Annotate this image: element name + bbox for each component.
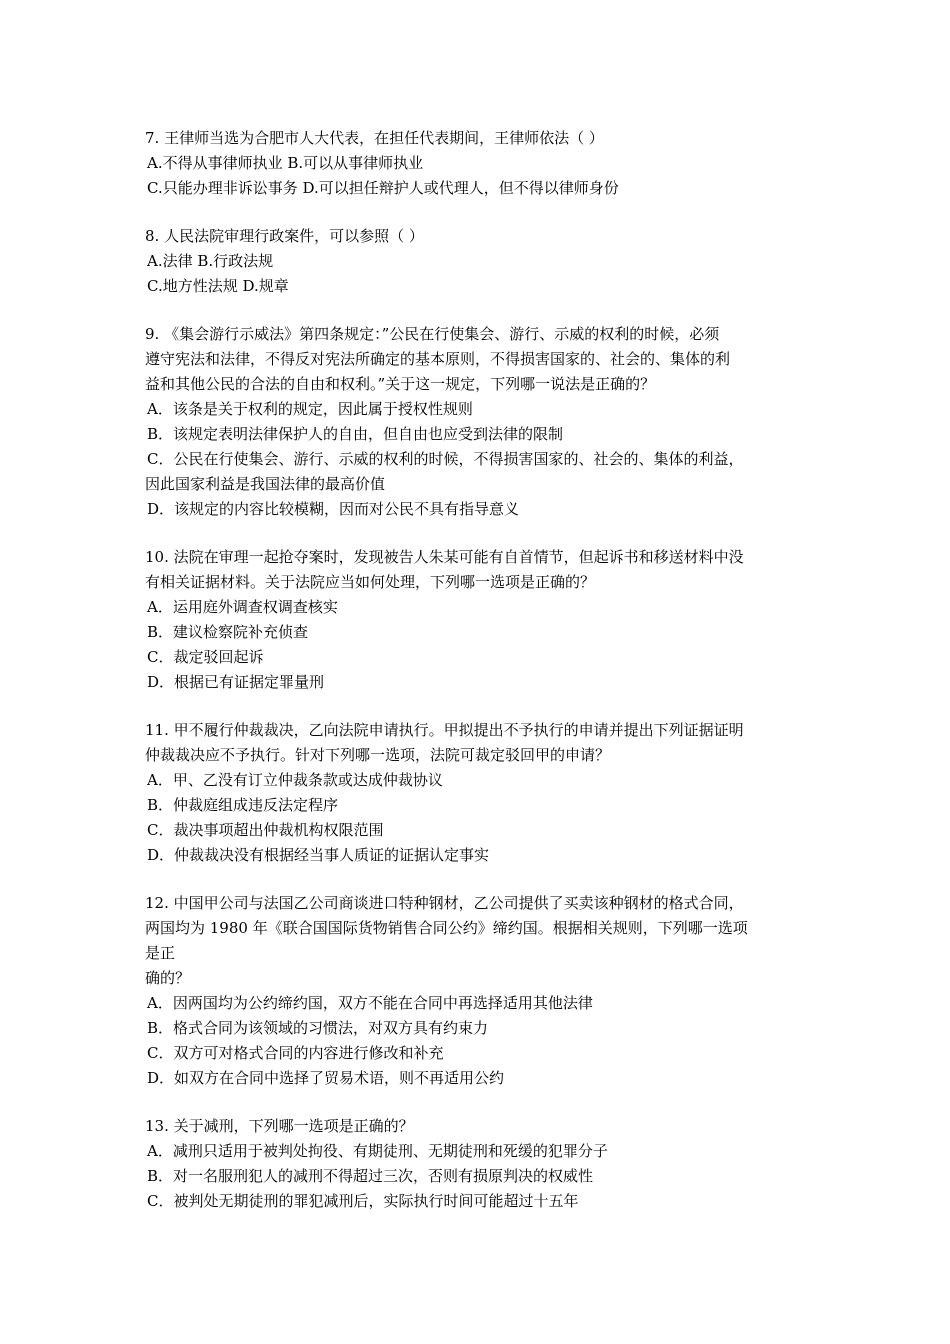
option-line: C.只能办理非诉讼事务 D.可以担任辩护人或代理人，但不得以律师身份 (147, 179, 619, 197)
option-line: C．裁定驳回起诉 (147, 648, 264, 666)
option-line: B．建议检察院补充侦查 (147, 623, 309, 641)
option-line: D．根据已有证据定罪量刑 (147, 673, 325, 691)
question-text: 8. 人民法院审理行政案件，可以参照（ ） (145, 227, 424, 245)
option-line: C．被判处无期徒刑的罪犯减刑后，实际执行时间可能超过十五年 (147, 1192, 579, 1210)
option-line: D．该规定的内容比较模糊，因而对公民不具有指导意义 (147, 500, 520, 518)
option-line: A．因两国均为公约缔约国，双方不能在合同中再选择适用其他法律 (147, 994, 593, 1012)
question-text: 11. 甲不履行仲裁裁决，乙向法院申请执行。甲拟提出不予执行的申请并提出下列证据证明 (145, 721, 744, 739)
question-7 (145, 126, 820, 201)
question-text: 确的？ (145, 969, 191, 987)
option-line: 因此国家利益是我国法律的最高价值 (145, 475, 386, 493)
option-line: A．减刑只适用于被判处拘役、有期徒刑、无期徒刑和死缓的犯罪分子 (147, 1142, 608, 1160)
question-8 (145, 224, 820, 299)
option-line: C．公民在行使集会、游行、示威的权利的时候，不得损害国家的、社会的、集体的利益， (147, 450, 744, 468)
option-line: D．仲裁裁决没有根据经当事人质证的证据认定事实 (147, 846, 490, 864)
document-page (145, 126, 820, 1237)
option-line: D．如双方在合同中选择了贸易术语，则不再适用公约 (147, 1069, 505, 1087)
question-12 (145, 891, 820, 1091)
question-text: 两国均为 1980 年《联合国国际货物销售合同公约》缔约国。根据相关规则，下列哪一选项 (145, 919, 748, 937)
option-line: B．仲裁庭组成违反法定程序 (147, 796, 339, 814)
option-line: C.地方性法规 D.规章 (147, 277, 289, 295)
option-line: A.不得从事律师执业 B.可以从事律师执业 (147, 154, 424, 172)
question-text: 9. 《集会游行示威法》第四条规定：”公民在行使集会、游行、示威的权利的时候，必须 (145, 325, 720, 343)
option-line: A.法律 B.行政法规 (147, 252, 274, 270)
question-9 (145, 322, 820, 522)
question-text: 仲裁裁决应不予执行。针对下列哪一选项，法院可裁定驳回甲的申请？ (145, 746, 611, 764)
question-text: 是正 (145, 944, 176, 962)
question-text: 遵守宪法和法律，不得反对宪法所确定的基本原则，不得损害国家的、社会的、集体的利 (145, 350, 731, 368)
question-text: 12. 中国甲公司与法国乙公司商谈进口特种钢材，乙公司提供了买卖该种钢材的格式合同， (145, 894, 744, 912)
question-13 (145, 1114, 820, 1214)
option-line: B．对一名服刑犯人的减刑不得超过三次，否则有损原判决的权威性 (147, 1167, 594, 1185)
option-line: A．运用庭外调查权调查核实 (147, 598, 338, 616)
question-10 (145, 545, 820, 695)
option-line: A．甲、乙没有订立仲裁条款或达成仲裁协议 (147, 771, 443, 789)
question-text: 13. 关于减刑，下列哪一选项是正确的？ (145, 1117, 414, 1135)
option-line: B．该规定表明法律保护人的自由，但自由也应受到法律的限制 (147, 425, 564, 443)
option-line: A．该条是关于权利的规定，因此属于授权性规则 (147, 400, 473, 418)
question-text: 有相关证据材料。关于法院应当如何处理，下列哪一选项是正确的？ (145, 573, 596, 591)
option-line: B．格式合同为该领域的习惯法，对双方具有约束力 (147, 1019, 489, 1037)
question-11 (145, 718, 820, 868)
question-text: 10. 法院在审理一起抢夺案时，发现被告人朱某可能有自首情节，但起诉书和移送材料中没 (145, 548, 744, 566)
question-text: 7. 王律师当选为合肥市人大代表，在担任代表期间，王律师依法（ ） (145, 129, 604, 147)
option-line: C．裁决事项超出仲裁机构权限范围 (147, 821, 384, 839)
option-line: C．双方可对格式合同的内容进行修改和补充 (147, 1044, 444, 1062)
question-text: 益和其他公民的合法的自由和权利。”关于这一规定，下列哪一说法是正确的？ (145, 375, 656, 393)
